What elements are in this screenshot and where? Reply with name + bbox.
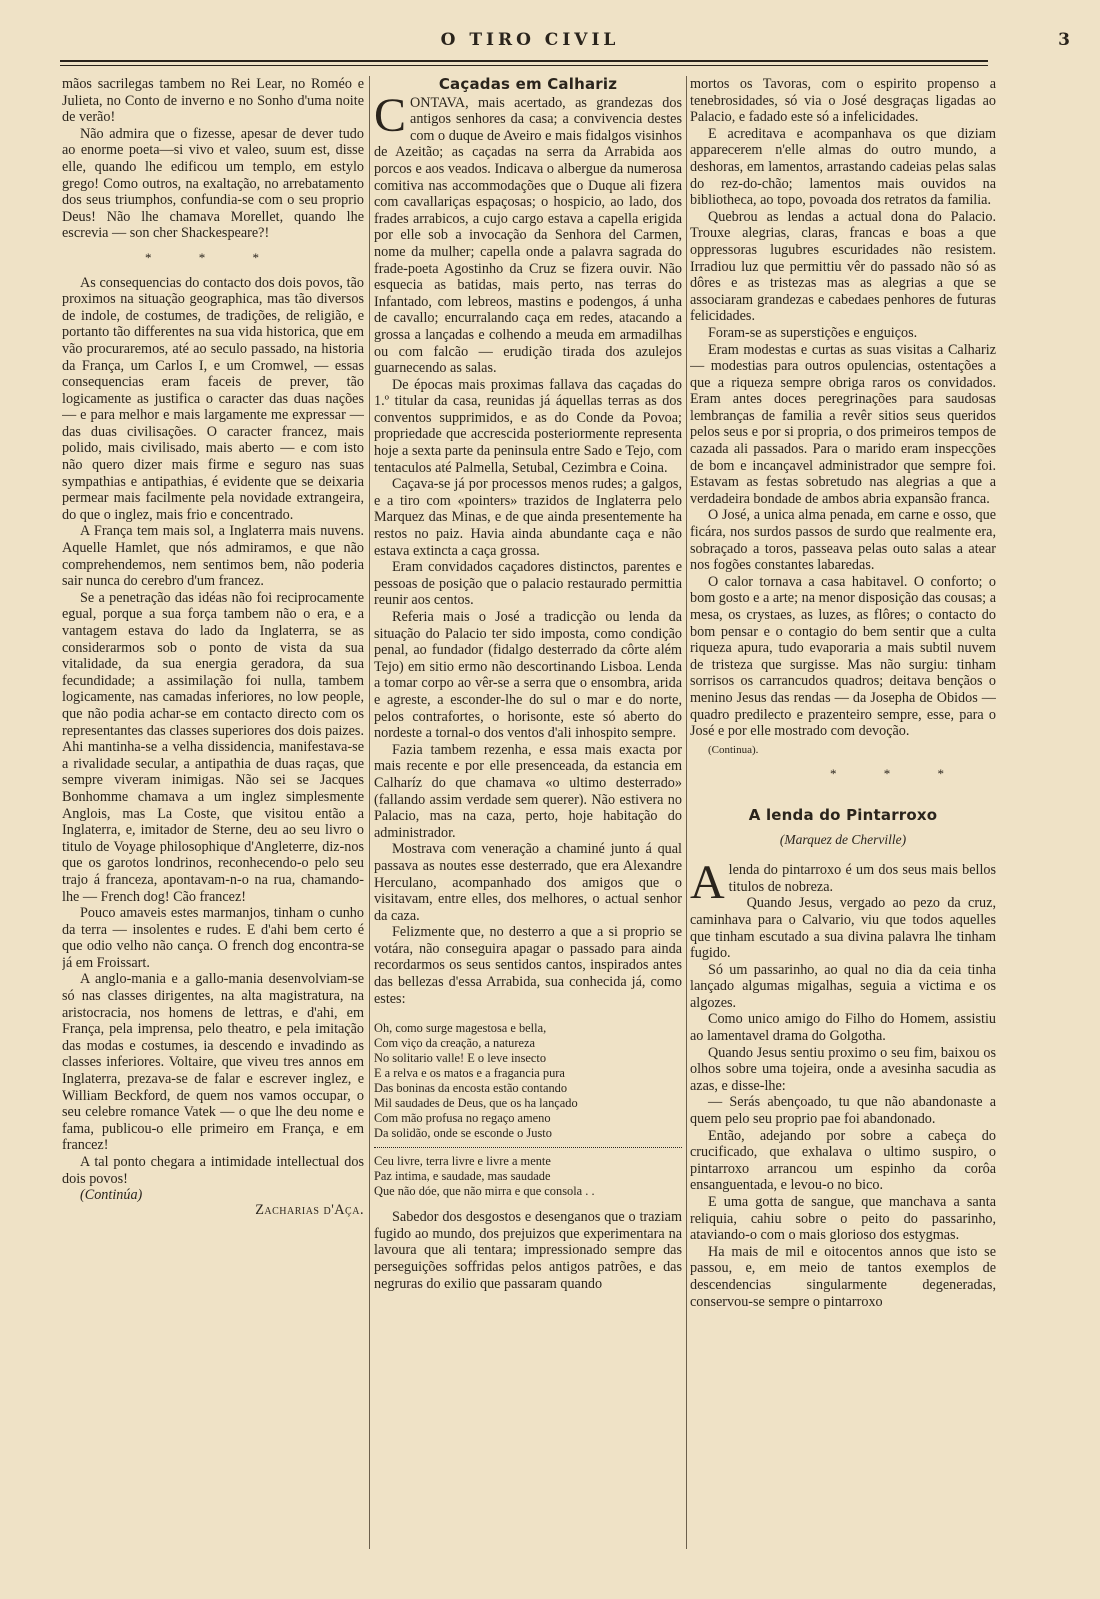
dotted-separator xyxy=(374,1147,682,1148)
section-separator: * * * xyxy=(145,249,281,265)
header-rule xyxy=(60,60,988,62)
column-divider xyxy=(686,76,687,1549)
paragraph: Quando Jesus sentiu proximo o seu fim, baixou os olhos sobre uma tojeira, onde a avesinha sacudia as azas, e disse-lhe: xyxy=(690,1044,996,1094)
paragraph: Não admira que o fizesse, apesar de dever tudo ao enorme poeta—si vivo et valeo, suum est, disse elle, quando lhe edificou um templo, em estylo grego! Como outros, na exaltação, no arrebatamento dos seus triumphos, confundia-se com o seu proprio Deus! Não lhe chamava Morellet, quando lhe escrevia — son cher Shackespeare?! xyxy=(62,125,364,242)
poem-line: Ceu livre, terra livre e livre a mente xyxy=(374,1154,551,1169)
poem xyxy=(374,1021,682,1199)
paragraph: mortos os Tavoras, com o espirito propenso a tenebrosidades, só via o José desgraças ligadas ao Palacio, e fadado este só a infelicidades. xyxy=(690,76,996,126)
paragraph: Sabedor dos desgostos e desenganos que o traziam fugido ao mundo, dos prejuizos que experimentara na lavoura que ali tentara; impressionado sempre das perseguições soffridas pelos antigos patrões, e das negruras do exilio que passaram quando xyxy=(374,1209,682,1292)
paragraph: mãos sacrilegas tambem no Rei Lear, no Roméo e Julieta, no Conto de inverno e no Sonho d'uma noite de verão! xyxy=(62,76,364,126)
drop-cap: A xyxy=(690,856,725,910)
paragraph: Se a penetração das idéas não foi reciprocamente egual, porque a sua força tambem não o era, e a vantagem estava do lado da Inglaterra, se as considerarmos sob o ponto de vista da sua vitalidade, da sua energia geradora, da sua fecundidade; a assimilação foi nulla, tambem logicamente, nas camadas inferiores, no low people, que não podia achar-se em contacto directo com os representantes das classes superiores dos dois paizes. Ahi mantinha-se a velha dissidencia, manifestava-se a rivalidade secular, a antipathia de duas raças, que sempre viveram inimigas. Não sei se Jacques Bonhomme chamava a um inglez simplesmente Anglois, mas La Coste, que visitou então a Inglaterra, e, imitador de Sterne, deu ao seu livro o titulo de Voyage philosophique d'Angleterre, diz-nos que os garotos londrinos, reconhecendo-o pelo seu trajo á franceza, apontavam-n-o na rua, chamando-lhe — French dog! Cão francez! xyxy=(62,589,364,905)
drop-cap: C xyxy=(374,88,407,142)
paragraph: Eram convidados caçadores distinctos, parentes e pessoas de posição que o palacio restaurado permittia reunir aos centos. xyxy=(374,559,682,609)
poem-line: Da solidão, onde se esconde o Justo xyxy=(374,1126,552,1141)
paragraph: Quando Jesus, vergado ao pezo da cruz, caminhava para o Calvario, viu que todos aquelles que tinham escutado a sua divina palavra lhe tinham fugido. xyxy=(690,895,996,962)
continued-note: (Continúa) xyxy=(80,1187,143,1204)
paragraph: Mostrava com veneração a chaminé junto á qual passava as noutes esse desterrado, que era Alexandre Herculano, acompanhado dos amigos que o visitavam, entre elles, dos melhores, o actual senhor da caza. xyxy=(374,841,682,924)
paragraph: — Serás abençoado, tu que não abandonaste a quem pelo seu proprio pae foi abandonado. xyxy=(690,1094,996,1128)
paragraph: As consequencias do contacto dos dois povos, tão proximos na situação geographica, mas tão diversos de indole, de costumes, de tradições, de religião, e portanto tão differentes na sua vida historica, que em vão procuraremos, até ao seculo passado, na historia da França, um Carlos I, e um Cromwel, — essas consequencias eram faceis de prever, tão logicamente as justifica o caracter das duas nações — e para melhor e mais largamente me expressar — das duas civilisações. O caracter francez, mais polido, mais civilisado, mais aberto — e com isto não quero dizer mais firme e seguro nas suas sympathias e antipathias, é evidente que se deixaria permear mais facilmente pela novidade extrangeira, do que o inglez, mais frio e concentrado. xyxy=(62,274,364,523)
paragraph: Caçava-se já por processos menos rudes; a galgos, e a tiro com «pointers» trazidos de Inglaterra pelo Marquez das Minas, e de que ainda presentemente ha restos no paiz. Havia ainda abundante caça e não estava extincta a caça grossa. xyxy=(374,476,682,559)
article-heading: Caçadas em Calhariz xyxy=(438,76,618,93)
section-separator: * * * xyxy=(830,766,966,782)
paragraph: Quebrou as lendas a actual dona do Palacio. Trouxe alegrias, claras, francas e boas a que oppressoras lugubres escuridades não resistem. Irradiou luz que permittiu vêr do passado não só as dôres e as tristezas mas as alegrias a que se associaram grandezas e cabedaes penhores de futuras felicidades. xyxy=(690,208,996,325)
paragraph: Eram modestas e curtas as suas visitas a Calhariz — modestias para outros opulencias, ostentações a que a riqueza sempre obriga raros os convidados. Eram antes doces peregrinações para saudosas lembranças de familia a revêr sitios seus queridos pelos seus e por si propria, o dos primeiros tempos de cazada ali passados. Para o marido eram inspecções de bom e incançavel administrador que sempre foi. Estavam as festas sobretudo nas alegrias a que a verdadeira bondade de ambos abria expansão franca. xyxy=(690,341,996,507)
poem-line: Que não dóe, que não mirra e que consola . . xyxy=(374,1184,595,1199)
column-2 xyxy=(374,76,682,1589)
column-3 xyxy=(690,76,996,1589)
column-divider xyxy=(369,76,370,1549)
poem-line: Com mão profusa no regaço ameno xyxy=(374,1111,551,1126)
paragraph: Pouco amaveis estes marmanjos, tinham o cunho da terra — insolentes e rudes. E d'ahi bem certo é que odio velho não cança. O french dog encontra-se já em Froissart. xyxy=(62,905,364,971)
paragraph: Felizmente que, no desterro a que a si proprio se votára, não conseguira apagar o passado para ainda recordarmos os seus sentidos cantos, inspirados antes das bellezas d'essa Arrabida, sua conhecida já, como estes: xyxy=(374,924,682,1007)
paragraph: E uma gotta de sangue, que manchava a santa reliquia, cahiu sobre o peito do passarinho, ataviando-o com o mais glorioso dos estygmas. xyxy=(690,1194,996,1244)
poem-line: Paz intima, e saudade, mas saudade xyxy=(374,1169,551,1184)
paragraph: A tal ponto chegara a intimidade intellectual dos dois povos! xyxy=(62,1154,364,1187)
poem-line: Mil saudades de Deus, que os ha lançado xyxy=(374,1096,578,1111)
paragraph: Como unico amigo do Filho do Homem, assistiu ao lamentavel drama do Golgotha. xyxy=(690,1011,996,1045)
article-byline: (Marquez de Cherville) xyxy=(779,831,907,847)
poem-line: E a relva e os matos e a fragancia pura xyxy=(374,1066,565,1081)
paragraph: Foram-se as superstições e enguiços. xyxy=(708,324,918,341)
header-rule-thin xyxy=(60,65,988,66)
paragraph: Então, adejando por sobre a cabeça do crucificado, que exhalava o ultimo suspiro, o pintarroxo arrancou um espinho da corôa ensanguentada, e levou-o no bico. xyxy=(690,1127,996,1194)
paragraph xyxy=(374,88,682,377)
paragraph: Só um passarinho, ao qual no dia da ceia tinha lançado algumas migalhas, seguia a victima e os algozes. xyxy=(690,961,996,1011)
paragraph: A anglo-mania e a gallo-mania desenvolviam-se só nas classes dirigentes, na alta magistratura, na aristocracia, nos homens de lettras, e d'ahi, em França, pela imprensa, pelo theatro, e pela imitação das modas e costumes, ia descendo e invadindo as classes inferiores. Voltaire, que viveu tres annos em Inglaterra, prezava-se de falar e escrever inglez, e William Beckford, de quem nos vamos occupar, o seu celebre romance Vatek — o que lhe deu nome e fama, publicou-o elle primeiro em França, e em francez! xyxy=(62,971,364,1154)
paragraph: Ha mais de mil e oitocentos annos que isto se passou, e, em meio de tantos exemplos de descendencias singularmente degeneradas, conservou-se sempre o pintarroxo xyxy=(690,1243,996,1310)
continued-note: (Continua). xyxy=(708,743,759,756)
column-1 xyxy=(62,76,364,1589)
paragraph xyxy=(690,856,996,910)
article-heading: A lenda do Pintarroxo xyxy=(748,805,938,824)
paragraph-text: lenda do pintarroxo é um dos seus mais bellos titulos de nobreza. xyxy=(728,862,996,895)
paragraph-text: ONTAVA, mais acertado, as grandezas dos antigos senhores da casa; a convivencia destes com o duque de Aveiro e mais fidalgos visinhos de Azeitão; as caçadas na serra da Arrabida aos porcos e aos veados. Indicava o albergue da numerosa comitiva nas accommodações que o Duque ali fizera com cavallariças espaçosas; o hospicio, ao lado, dos frades arrabicos, a cujo cargo estava a capella erigida por elle sob a invocação da Senhora del Carmen, nome da mulher; capella onde a palavra sagrada do frade-poeta Agostinho da Cruz se fizera ouvir. Não esquecia as batidas, mais perto, nas terras do Infantado, com lebreos, mastins e podengos, á unha de cavallo; encurralando caça em redes, atacando a grossa a lançadas e colhendo a meuda em armadilhas ou com falcão — erudição tirada dos azulejos guarnecendo as salas. xyxy=(374,94,682,377)
paragraph: Fazia tambem rezenha, e essa mais exacta por mais recente e por elle presenceada, da estancia em Calharíz do que chamava «o ultimo desterrado» (fallando assim verdade sem querer). Não estivera no Palacio, mas na caza, perto, hoje habitação do administrador. xyxy=(374,741,682,841)
page-header xyxy=(60,30,1070,56)
paragraph: E acreditava e acompanhava os que diziam apparecerem n'elle almas do outro mundo, a deshoras, em lamentos, arrastando cadeias pelas salas do rez-do-chão; lamentos mais ouvidos na bibliotheca, ao topo, povoada dos retratos da familia. xyxy=(690,125,996,209)
paragraph: O José, a unica alma penada, em carne e osso, que ficára, nos surdos passos de surdo que realmente era, sobraçado a toros, passeava pelas outo salas a atear nos fogões constantes labaredas. xyxy=(690,507,996,574)
paragraph: De épocas mais proximas fallava das caçadas do 1.º titular da casa, reunidas já áquellas terras as dos conventos supprimidos, e as do Conde da Povoa; propriedade que accrescida posteriormente representa hoje a sexta parte da peninsula entre Sado e Tejo, com tentaculos até Palmella, Setubal, Cezimbra e Coina. xyxy=(374,376,682,476)
paragraph: O calor tornava a casa habitavel. O conforto; o bom gosto e a arte; na menor disposição das cousas; a mesa, os crystaes, as luzes, as flôres; o contacto do bom pensar e o contagio do bem sentir que a culta riqueza apura, tudo evaporaria a mais subtil nuvem de tristeza que surgisse. Mas não surgiu: tinham sorrisos os carrancudos quadros; deitava bençãos o menino Jesus das rendas — da Josepha de Obidos — quadro predilecto e prazenteiro sempre, esse, para o José e por elle mostrado com devoção. xyxy=(690,573,996,740)
page-number: 3 xyxy=(1058,30,1070,50)
paragraph: A França tem mais sol, a Inglaterra mais nuvens. Aquelle Hamlet, que nós admiramos, e que não comprehendemos, nem sentimos bem, não poderia sair nunca do cerebro d'um francez. xyxy=(62,523,364,590)
author-signature: Zacharias d'Aça. xyxy=(255,1201,364,1218)
paragraph: Referia mais o José a tradicção ou lenda da situação do Palacio ter sido imposta, como condição penal, ao fundador (fidalgo desterrado da côrte além Tejo) em sitio ermo não descortinando Lisboa. Lenda a tomar corpo ao vêr-se a serra que o ensombra, arida e agreste, a esconder-lhe do sul o mar e do norte, pelos contrafortes, o horisonte, este só aberto do nordeste a tornal-o dos ventos d'ali inhospito sempre. xyxy=(374,609,682,742)
poem-line: Com viço da creação, a natureza xyxy=(374,1036,535,1051)
poem-line: Das boninas da encosta estão contando xyxy=(374,1081,568,1096)
poem-line: Oh, como surge magestosa e bella, xyxy=(374,1021,547,1036)
poem-line: No solitario valle! E o leve insecto xyxy=(374,1051,547,1066)
newspaper-title: O TIRO CIVIL xyxy=(440,30,620,50)
